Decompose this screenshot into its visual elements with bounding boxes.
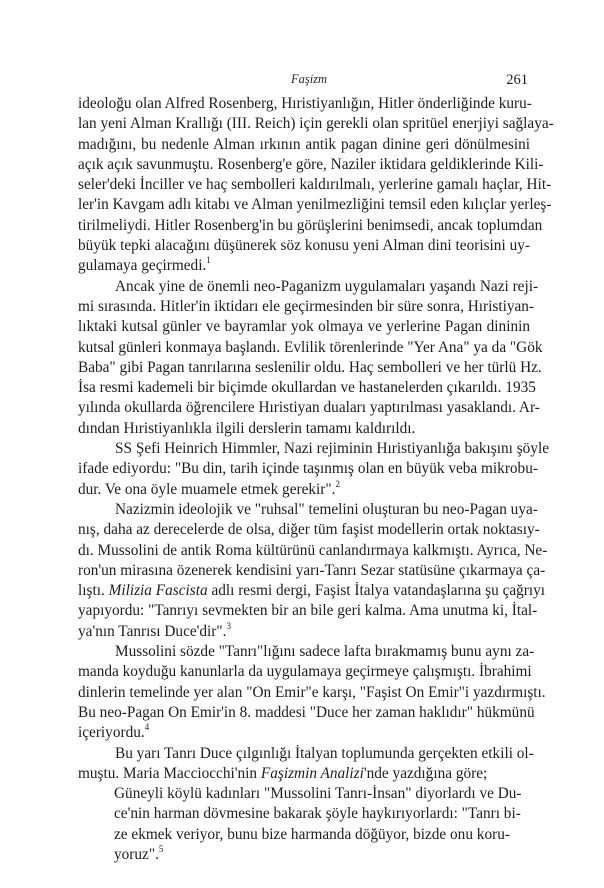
text-line: ideoloğu olan Alfred Rosenberg, Hıristiyanlığın, Hitler önderliğinde kuru- bbox=[78, 95, 532, 112]
text-line: nış, daha az derecelerde de olsa, diğer tüm faşist modellerin ortak noktasıy- bbox=[78, 521, 540, 539]
paragraph bbox=[78, 277, 543, 439]
text-line: yılında okullarda öğrencilere Hıristiyan duaları yaptırılması yasaklandı. Ar- bbox=[78, 399, 540, 417]
text-line: manda koyduğu kanunlarla da uygulamaya geçirmeye çalışmıştı. İbrahimi bbox=[78, 663, 532, 681]
text-line: ler'in Kavgam adlı kitabı ve Alman yenilmezliğini temsil eden kılıçlar yerleş- bbox=[78, 196, 552, 214]
footnote-ref[interactable]: 5 bbox=[158, 843, 164, 854]
text-span: gulamaya geçirmedi. bbox=[78, 257, 207, 275]
text-line bbox=[78, 581, 546, 601]
paragraph bbox=[78, 94, 554, 277]
text-line: tirilmeliydi. Hitler Rosenberg'in bu görüşlerini benimsedi, ancak toplumdan bbox=[78, 216, 543, 234]
page-number: 261 bbox=[506, 72, 528, 88]
text-line: Baba" gibi Pagan tanrılarına seslenilir oldu. Haç sembolleri ve her türlü Hz. bbox=[78, 358, 542, 376]
text-span: ya'nın Tanrısı Duce'dir". bbox=[78, 622, 227, 640]
running-head bbox=[78, 72, 530, 92]
paragraph bbox=[78, 500, 548, 642]
text-line bbox=[78, 256, 530, 276]
text-line: lan yeni Alman Krallığı (III. Reich) için gerekli olan spritüel enerjiyi sağlaya- bbox=[78, 115, 554, 133]
text-line: dından Hıristiyanlıkla ilgili derslerin tamamı kaldırıldı. bbox=[78, 419, 416, 437]
text-line: seler'deki İnciller ve haç sembolleri kaldırılmalı, yerlerine gamalı haçlar, Hit- bbox=[78, 176, 552, 194]
text-span: muştu. Maria Macciocchi'nin bbox=[78, 764, 261, 782]
text-line: Mussolini sözde "Tanrı"lığını sadece lafta bırakmamış bunu aynı za- bbox=[115, 643, 535, 661]
text-line: açık açık savunmuştu. Rosenberg'e göre, Naziler iktidara geldiklerinde Kili- bbox=[78, 155, 544, 173]
quote-line bbox=[114, 845, 507, 865]
text-line: Nazizmin ideolojik ve "ruhsal" temelini oluşturan bu neo-Pagan uya- bbox=[115, 500, 538, 518]
text-span: dur. Ve ona öyle muamele etmek gerekir". bbox=[78, 480, 336, 498]
text-span: içeriyordu. bbox=[78, 724, 145, 742]
text-line bbox=[78, 764, 530, 784]
text-line: ifade ediyordu: "Bu din, tarih içinde taşınmış olan en büyük veba mikrobu- bbox=[78, 460, 538, 478]
footnote-ref[interactable]: 3 bbox=[226, 620, 231, 631]
text-line bbox=[78, 480, 530, 500]
footnote-ref[interactable]: 2 bbox=[335, 478, 340, 489]
text-line: dı. Mussolini de antik Roma kültürünü canlandırmaya kalkmıştı. Ayrıca, Ne- bbox=[78, 541, 548, 559]
text-line: mi sırasında. Hitler'in iktidarı ele geçirmesinden bir süre sonra, Hıristiyan- bbox=[78, 297, 535, 315]
text-line: SS Şefi Heinrich Himmler, Nazi rejiminin Hıristiyanlığa bakışını şöyle bbox=[115, 440, 550, 458]
quote-line: ze ekmek veriyor, bunu bize harmanda döğüyor, bizde onu koru- bbox=[114, 825, 510, 843]
text-line: Ancak yine de önemli neo-Paganizm uygulamaları yaşandı Nazi reji- bbox=[115, 277, 539, 295]
paragraph bbox=[78, 642, 546, 743]
text-line: Bu neo-Pagan On Emir'in 8. maddesi "Duce her zaman haklıdır" hükmünü bbox=[78, 703, 535, 721]
text-line bbox=[78, 723, 530, 743]
text-line bbox=[78, 622, 530, 642]
text-span: 'nde yazdığına göre; bbox=[363, 764, 488, 782]
text-line: madığını, bu nedenle Alman ırkının antik pagan dinine geri dönülmesini bbox=[78, 135, 530, 153]
text-line: büyük tepki alacağını düşünerek söz konusu yeni Alman dini teorisini uy- bbox=[78, 237, 530, 255]
quote-line: ce'nin harman dövmesine bakarak şöyle haykırıyorlardı: "Tanrı bi- bbox=[114, 805, 521, 823]
text-line: dinlerin temelinde yer alan "On Emir"e karşı, "Faşist On Emir"i yazdırmıştı. bbox=[78, 683, 546, 701]
text-line: Bu yarı Tanrı Duce çılgınlığı İtalyan toplumunda gerçekten etkili ol- bbox=[115, 744, 534, 762]
text-line: kutsal günleri konmaya başlandı. Evlilik törenlerinde "Yer Ana" ya da "Gök bbox=[78, 338, 543, 356]
italic-book-title: Faşizmin Analizi bbox=[260, 764, 364, 782]
text-line: lıktaki kutsal günler ve bayramlar yok olmaya ve yerlerine Pagan dininin bbox=[78, 318, 530, 336]
quote-line: Güneyli köylü kadınları "Mussolini Tanrı-İnsan" diyorlardı ve Du- bbox=[114, 785, 522, 803]
text-line: İsa resmi kademeli bir biçimde okullardan ve hastanelerden çıkarıldı. 1935 bbox=[78, 379, 536, 397]
paragraph bbox=[78, 439, 550, 500]
paragraph bbox=[78, 744, 534, 785]
text-line: ron'un mirasına özenerek kendisini yarı-Tanrı Sezar statüsüne çıkarmaya ça- bbox=[78, 561, 546, 579]
body-text bbox=[78, 94, 554, 865]
text-span: adlı resmi dergi, Faşist İtalya vatandaşlarına şu çağrıyı bbox=[207, 582, 546, 600]
running-title: Faşizm bbox=[290, 72, 328, 86]
text-span: lıştı. bbox=[78, 582, 109, 600]
text-span: yoruz". bbox=[114, 845, 159, 863]
block-quote bbox=[78, 784, 530, 865]
italic-title: Milizia Fascista bbox=[108, 582, 208, 600]
text-line: yapıyordu: "Tanrıyı sevmekten bir an bile geri kalma. Ama unutma ki, İtal- bbox=[78, 602, 538, 620]
footnote-ref[interactable]: 1 bbox=[206, 255, 211, 266]
footnote-ref[interactable]: 4 bbox=[144, 722, 150, 733]
